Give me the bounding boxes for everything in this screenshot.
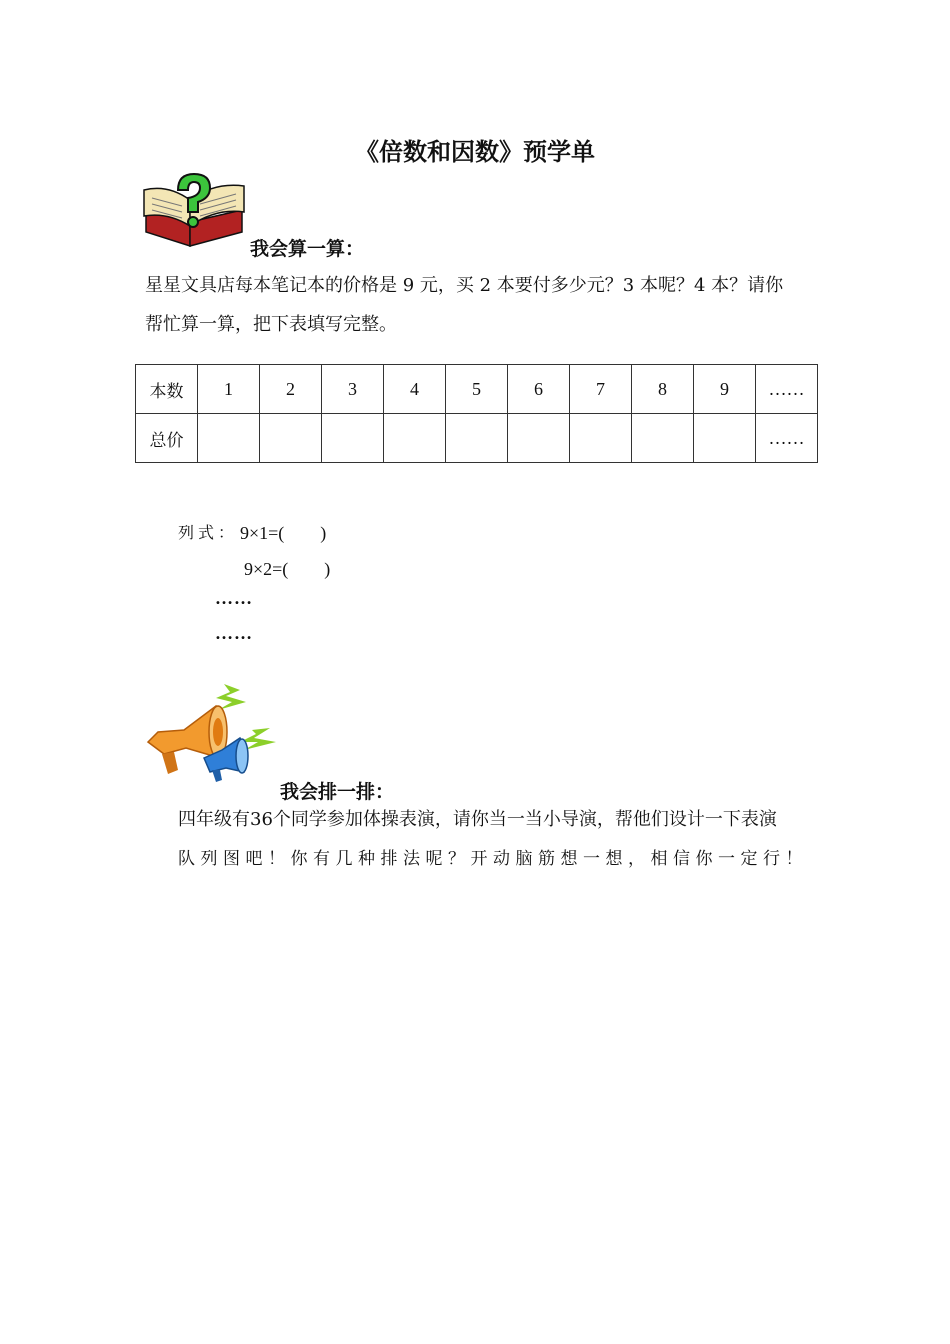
table-cell-empty[interactable] bbox=[322, 414, 384, 463]
book-question-icon bbox=[140, 170, 248, 252]
table-cell: 2 bbox=[260, 365, 322, 414]
table-row-total bbox=[136, 414, 818, 463]
table-row-quantity bbox=[136, 365, 818, 414]
section1-heading: 我会算一算： bbox=[250, 238, 365, 260]
table-cell: 3 bbox=[322, 365, 384, 414]
table-cell: 1 bbox=[198, 365, 260, 414]
formula-line1: 9×1=( ) bbox=[240, 523, 327, 543]
table-cell: 4 bbox=[384, 365, 446, 414]
formula-label: 列式： bbox=[178, 523, 239, 542]
section1-text-line1: 星星文具店每本笔记本的价格是 9 元，买 2 本要付多少元？3 本呢？4 本？请你 bbox=[145, 275, 784, 296]
table-cell: 5 bbox=[446, 365, 508, 414]
section2-text-line2: 队列图吧！你有几种排法呢？开动脑筋想一想，相信你一定行！ bbox=[178, 849, 808, 869]
formula-ellipsis2: …… bbox=[215, 623, 253, 643]
table-cell-empty[interactable] bbox=[384, 414, 446, 463]
table-cell-empty[interactable] bbox=[508, 414, 570, 463]
formula-ellipsis1: …… bbox=[215, 588, 253, 608]
table-cell-empty[interactable] bbox=[446, 414, 508, 463]
table-cell: 6 bbox=[508, 365, 570, 414]
table-cell-empty[interactable] bbox=[570, 414, 632, 463]
table-cell: 9 bbox=[694, 365, 756, 414]
row-label-total: 总价 bbox=[136, 414, 198, 463]
formula-line2: 9×2=( ) bbox=[244, 559, 331, 579]
table-cell: …… bbox=[756, 365, 818, 414]
megaphone-icon bbox=[140, 682, 282, 784]
section2-text-line1: 四年级有36个同学参加体操表演，请你当一当小导演，帮他们设计一下表演 bbox=[178, 809, 777, 830]
table-cell-empty[interactable] bbox=[260, 414, 322, 463]
table-cell: 7 bbox=[570, 365, 632, 414]
price-table bbox=[135, 364, 818, 463]
row-label-quantity: 本数 bbox=[136, 365, 198, 414]
table-cell-empty[interactable] bbox=[632, 414, 694, 463]
table-cell-empty[interactable] bbox=[694, 414, 756, 463]
table-cell-empty[interactable] bbox=[198, 414, 260, 463]
section1-text-line2: 帮忙算一算，把下表填写完整。 bbox=[145, 314, 397, 335]
table-cell: …… bbox=[756, 414, 818, 463]
section2-heading: 我会排一排： bbox=[280, 781, 395, 803]
page-title: 《倍数和因数》预学单 bbox=[355, 138, 595, 166]
table-cell: 8 bbox=[632, 365, 694, 414]
